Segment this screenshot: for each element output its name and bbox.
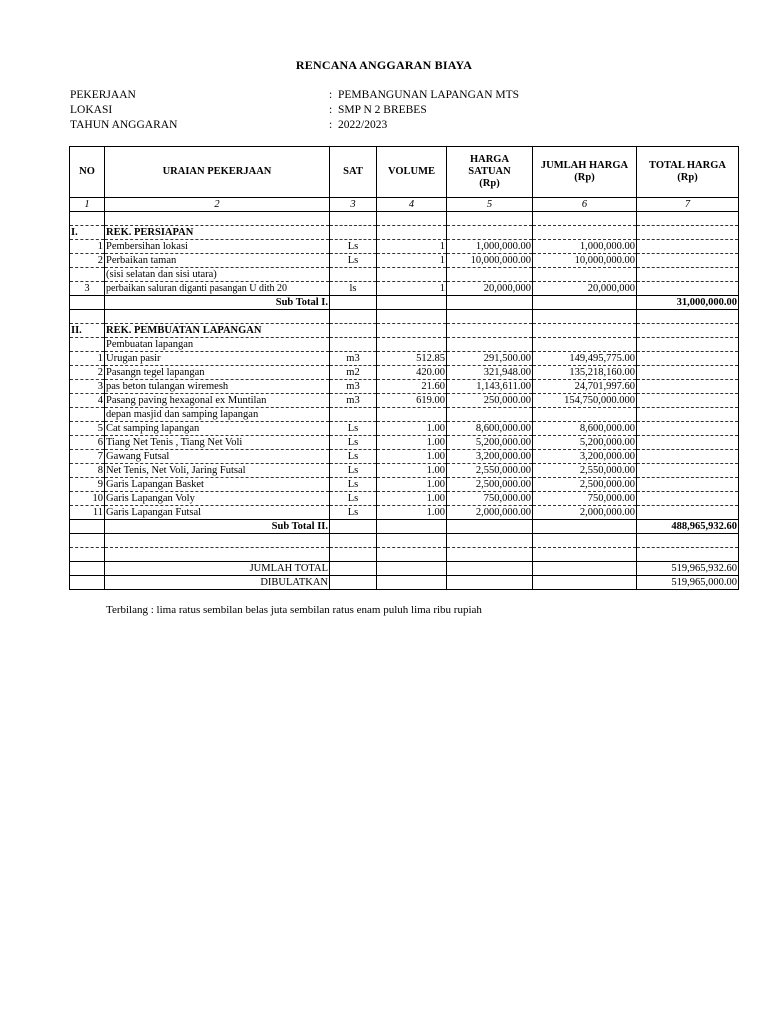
item-vol: 21.60 xyxy=(377,380,447,394)
subtotal-row xyxy=(70,520,739,534)
header-harga-line2: SATUAN xyxy=(468,166,511,177)
item-jumlah xyxy=(533,408,637,422)
item-uraian: (sisi selatan dan sisi utara) xyxy=(105,268,330,282)
item-harga: 2,000,000.00 xyxy=(447,506,533,520)
item-harga xyxy=(447,408,533,422)
item-vol: 1.00 xyxy=(377,436,447,450)
item-vol: 1 xyxy=(377,282,447,296)
info-value: SMP N 2 BREBES xyxy=(338,104,427,116)
item-no: 6 xyxy=(70,436,105,450)
item-no: 11 xyxy=(70,506,105,520)
item-uraian: Garis Lapangan Futsal xyxy=(105,506,330,520)
jumlah-total-row xyxy=(70,562,739,576)
item-vol: 1.00 xyxy=(377,492,447,506)
item-harga: 291,500.00 xyxy=(447,352,533,366)
table-row xyxy=(70,408,739,422)
item-vol: 619.00 xyxy=(377,394,447,408)
item-uraian: Pasangn tegel lapangan xyxy=(105,366,330,380)
header-harga-line3: (Rp) xyxy=(479,178,500,189)
info-colon: : xyxy=(329,119,333,131)
item-sat xyxy=(330,268,377,282)
item-uraian: Net Tenis, Net Voli, Jaring Futsal xyxy=(105,464,330,478)
item-vol: 1.00 xyxy=(377,464,447,478)
item-uraian: Pasang paving hexagonal ex Muntilan xyxy=(105,394,330,408)
blank-row xyxy=(70,534,739,548)
item-no: 10 xyxy=(70,492,105,506)
header-uraian: URAIAN PEKERJAAN xyxy=(105,147,330,198)
table-header-row xyxy=(70,147,739,198)
table-row xyxy=(70,268,739,282)
item-uraian: depan masjid dan samping lapangan xyxy=(105,408,330,422)
info-value: PEMBANGUNAN LAPANGAN MTS xyxy=(338,89,520,101)
item-sat: ls xyxy=(330,282,377,296)
item-no: 9 xyxy=(70,478,105,492)
item-jumlah: 20,000,000 xyxy=(533,282,637,296)
jumlah-total-value: 519,965,932.60 xyxy=(637,562,739,576)
item-harga: 321,948.00 xyxy=(447,366,533,380)
table-row xyxy=(70,380,739,394)
item-sat xyxy=(330,408,377,422)
item-uraian: Tiang Net Tenis , Tiang Net Voli xyxy=(105,436,330,450)
dibulatkan-value: 519,965,000.00 xyxy=(637,576,739,590)
rab-table xyxy=(69,146,739,590)
item-jumlah: 5,200,000.00 xyxy=(533,436,637,450)
item-sat: Ls xyxy=(330,422,377,436)
info-colon: : xyxy=(329,104,333,116)
item-vol: 512.85 xyxy=(377,352,447,366)
item-harga xyxy=(447,268,533,282)
column-number-row xyxy=(70,198,739,212)
item-jumlah: 2,550,000.00 xyxy=(533,464,637,478)
item-sat: m3 xyxy=(330,394,377,408)
item-harga: 750,000.00 xyxy=(447,492,533,506)
header-total-line1: TOTAL HARGA xyxy=(649,160,726,171)
header-total-line2: (Rp) xyxy=(677,172,698,183)
item-no: 7 xyxy=(70,450,105,464)
item-vol: 1.00 xyxy=(377,478,447,492)
header-harga-line1: HARGA xyxy=(469,154,510,165)
table-row xyxy=(70,478,739,492)
table-row xyxy=(70,254,739,268)
item-jumlah: 3,200,000.00 xyxy=(533,450,637,464)
subtotal-row xyxy=(70,296,739,310)
info-colon: : xyxy=(329,89,333,101)
item-no: 2 xyxy=(70,366,105,380)
table-row xyxy=(70,240,739,254)
item-harga: 3,200,000.00 xyxy=(447,450,533,464)
header-harga-satuan xyxy=(447,147,533,198)
item-jumlah: 1,000,000.00 xyxy=(533,240,637,254)
section-header-row xyxy=(70,226,739,240)
item-harga: 10,000,000.00 xyxy=(447,254,533,268)
header-jumlah-line1: JUMLAH HARGA xyxy=(540,160,629,171)
info-label: TAHUN ANGGARAN xyxy=(70,119,178,131)
item-uraian: Gawang Futsal xyxy=(105,450,330,464)
section-roman: I. xyxy=(70,226,105,240)
item-jumlah xyxy=(533,268,637,282)
table-row xyxy=(70,506,739,520)
section-title: REK. PEMBUATAN LAPANGAN xyxy=(105,324,330,338)
subtotal-label: Sub Total II. xyxy=(105,520,330,534)
table-row xyxy=(70,450,739,464)
header-no: NO xyxy=(70,147,105,198)
item-uraian: Perbaikan taman xyxy=(105,254,330,268)
table-row xyxy=(70,394,739,408)
section-roman: II. xyxy=(70,324,105,338)
item-sat: Ls xyxy=(330,254,377,268)
item-no: 2 xyxy=(70,254,105,268)
section-subtitle-row xyxy=(70,338,739,352)
section2-items xyxy=(70,352,739,520)
table-row xyxy=(70,366,739,380)
subtotal-label: Sub Total I. xyxy=(105,296,330,310)
table-row xyxy=(70,422,739,436)
item-vol: 1.00 xyxy=(377,450,447,464)
item-vol: 1.00 xyxy=(377,506,447,520)
section-title: REK. PERSIAPAN xyxy=(105,226,330,240)
item-sat: Ls xyxy=(330,464,377,478)
item-sat: Ls xyxy=(330,506,377,520)
col-number: 1 xyxy=(70,198,105,212)
item-harga: 5,200,000.00 xyxy=(447,436,533,450)
item-jumlah: 750,000.00 xyxy=(533,492,637,506)
item-sat: m3 xyxy=(330,352,377,366)
item-vol: 1.00 xyxy=(377,422,447,436)
blank-row xyxy=(70,310,739,324)
table-row xyxy=(70,464,739,478)
jumlah-total-label: JUMLAH TOTAL xyxy=(105,562,330,576)
item-no: 3 xyxy=(70,282,105,296)
item-uraian: Garis Lapangan Basket xyxy=(105,478,330,492)
blank-row xyxy=(70,212,739,226)
col-number: 7 xyxy=(637,198,739,212)
col-number: 4 xyxy=(377,198,447,212)
item-jumlah: 8,600,000.00 xyxy=(533,422,637,436)
item-jumlah: 154,750,000.000 xyxy=(533,394,637,408)
header-jumlah-harga xyxy=(533,147,637,198)
item-no xyxy=(70,268,105,282)
col-number: 5 xyxy=(447,198,533,212)
col-number: 2 xyxy=(105,198,330,212)
item-sat: m2 xyxy=(330,366,377,380)
item-uraian: Garis Lapangan Voly xyxy=(105,492,330,506)
item-sat: m3 xyxy=(330,380,377,394)
item-jumlah: 2,000,000.00 xyxy=(533,506,637,520)
section1-items xyxy=(70,240,739,296)
item-no xyxy=(70,408,105,422)
dibulatkan-row xyxy=(70,576,739,590)
item-jumlah: 149,495,775.00 xyxy=(533,352,637,366)
header-sat: SAT xyxy=(330,147,377,198)
item-sat: Ls xyxy=(330,436,377,450)
header-volume: VOLUME xyxy=(377,147,447,198)
dibulatkan-label: DIBULATKAN xyxy=(105,576,330,590)
item-vol: 1 xyxy=(377,254,447,268)
info-value: 2022/2023 xyxy=(338,119,388,131)
info-label: PEKERJAAN xyxy=(70,89,136,101)
blank-row xyxy=(70,548,739,562)
document-title: RENCANA ANGGARAN BIAYA xyxy=(295,58,473,72)
item-no: 8 xyxy=(70,464,105,478)
item-uraian: Pembersihan lokasi xyxy=(105,240,330,254)
item-jumlah: 24,701,997.60 xyxy=(533,380,637,394)
item-harga: 2,550,000.00 xyxy=(447,464,533,478)
subtotal-value: 488,965,932.60 xyxy=(637,520,739,534)
item-harga: 1,000,000.00 xyxy=(447,240,533,254)
info-label: LOKASI xyxy=(70,104,113,116)
table-row xyxy=(70,352,739,366)
header-total-harga xyxy=(637,147,739,198)
section-header-row xyxy=(70,324,739,338)
item-vol xyxy=(377,408,447,422)
item-uraian: Cat samping lapangan xyxy=(105,422,330,436)
terbilang-text: Terbilang : lima ratus sembilan belas juta sembilan ratus enam puluh lima ribu rupiah xyxy=(106,604,482,616)
item-harga: 8,600,000.00 xyxy=(447,422,533,436)
item-jumlah: 135,218,160.00 xyxy=(533,366,637,380)
item-vol: 420.00 xyxy=(377,366,447,380)
subtotal-value: 31,000,000.00 xyxy=(637,296,739,310)
item-sat: Ls xyxy=(330,492,377,506)
item-vol: 1 xyxy=(377,240,447,254)
table-row xyxy=(70,436,739,450)
item-no: 1 xyxy=(70,352,105,366)
item-no: 5 xyxy=(70,422,105,436)
item-uraian: pas beton tulangan wiremesh xyxy=(105,380,330,394)
table-row xyxy=(70,492,739,506)
col-number: 3 xyxy=(330,198,377,212)
item-harga: 2,500,000.00 xyxy=(447,478,533,492)
item-sat: Ls xyxy=(330,240,377,254)
item-sat: Ls xyxy=(330,478,377,492)
item-jumlah: 10,000,000.00 xyxy=(533,254,637,268)
item-no: 1 xyxy=(70,240,105,254)
table-row xyxy=(70,282,739,296)
item-harga: 1,143,611.00 xyxy=(447,380,533,394)
item-no: 3 xyxy=(70,380,105,394)
item-uraian: perbaikan saluran diganti pasangan U dith 20 xyxy=(105,282,330,296)
item-sat: Ls xyxy=(330,450,377,464)
col-number: 6 xyxy=(533,198,637,212)
item-uraian: Urugan pasir xyxy=(105,352,330,366)
item-jumlah: 2,500,000.00 xyxy=(533,478,637,492)
item-vol xyxy=(377,268,447,282)
item-no: 4 xyxy=(70,394,105,408)
section-subtitle: Pembuatan lapangan xyxy=(105,338,330,352)
header-jumlah-line2: (Rp) xyxy=(574,172,595,183)
item-harga: 20,000,000 xyxy=(447,282,533,296)
item-harga: 250,000.00 xyxy=(447,394,533,408)
